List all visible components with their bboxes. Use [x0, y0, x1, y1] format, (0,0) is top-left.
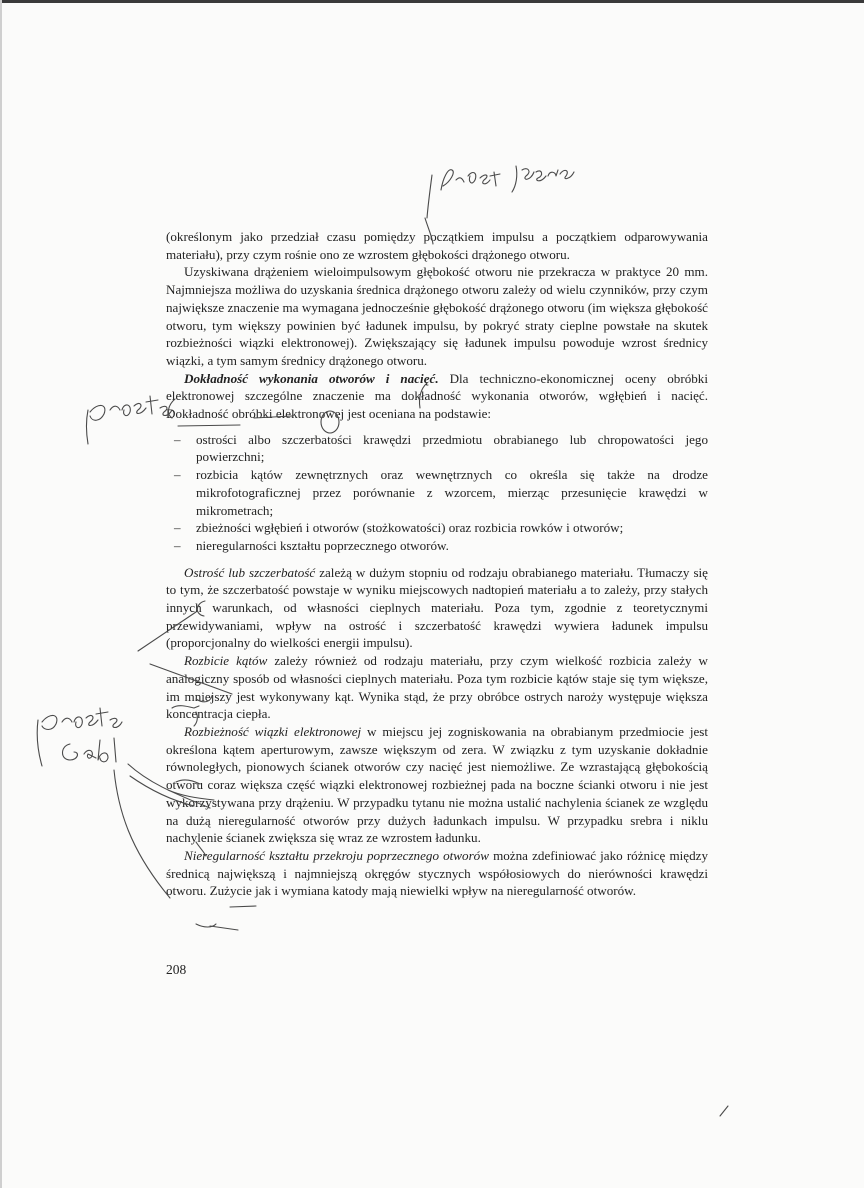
list-item: – ostrości albo szczerbatości krawędzi przedmiotu obrabianego lub chropowatości jego powierzchni;: [174, 431, 708, 465]
paragraph-continuation: (określonym jako przedział czasu pomiędzy początkiem impulsu a początkiem odparowywania materiału), przy czym rośnie ono ze wzrostem głębokości drążonego otworu.: [166, 229, 708, 262]
page-top-edge: [0, 0, 864, 3]
term-sharpness: Ostrość lub szczerbatość: [184, 564, 316, 580]
term-divergence: Rozbieżność wiązki elektronowej: [184, 723, 362, 739]
term-angles: Rozbicie kątów: [184, 653, 268, 669]
list-item: – nieregularności kształtu poprzecznego otworów.: [174, 537, 449, 553]
list-dash: –: [174, 467, 181, 483]
list-dash: –: [174, 520, 181, 536]
paragraph-accuracy-heading: [166, 370, 708, 423]
accuracy-intro-text: Dla techniczno-ekonomicznej oceny obróbki elektronowej szczególne znaczenie ma dokładność wykonania otworów, wgłębień i nacięć. Dokładność obróbki elektronowej jest oceniana na podstawie:: [166, 370, 708, 422]
paragraph-irregularity: Nieregularność kształtu przekroju poprzecznego otworów można zdefiniować jako różnicę między średnicą największą i najmniejszą okręgów stycznych współosiowych do nierówności krawędzi otworu. Zużycie jak i wymiana katody mają niewielki wpływ na nieregularność otworów.: [166, 847, 708, 899]
paragraph-sharpness: Ostrość lub szczerbatość zależą w dużym stopniu od rodzaju obrabianego materiału. Tłumaczy się to tym, że szczerbatość powstaje w wyniku miejscowych nadtopień materiału a to zależy, przy stałych innych warunkach, od własności cieplnych materiału. Poza tym, zgodnie z teoretycznymi przewidywaniami, wpływ na ostrość i szczerbatość krawędzi wywiera ładunek impulsu (proporcjonalny do wielkości energii impulsu).: [166, 564, 708, 651]
page-number: 208: [166, 962, 187, 977]
list-item: – rozbicia kątów zewnętrznych oraz wewnętrznych co określa się także na drodze mikrofotograficznej przez porównanie z wzorcem, mierząc przesunięcie krawędzi w mikrometrach;: [174, 467, 708, 518]
section-heading-accuracy: Dokładność wykonania otworów i nacięć.: [184, 370, 439, 386]
paragraph-depth: Uzyskiwana drążeniem wieloimpulsowym głębokość otworu nie przekracza w praktyce 20 mm. Najmniejsza możliwa do uzyskania średnica drążonego otworu zależy od wielu czynników, przy czym największe znaczenie ma wymagana jednocześnie głębokość drążonego otworu (im większa głębokość otworu, tym większy powinien być ładunek impulsu, by pokryć straty cieplne powstałe na skutek rozbieżności wiązki elektronowej). Zwiększający się ładunek impulsu powoduje wzrost średnicy wiązki, a tym samym średnicy drążonego otworu.: [166, 264, 708, 368]
list-dash: –: [174, 537, 181, 553]
term-irregularity: Nieregularność kształtu przekroju poprzecznego otworów: [184, 847, 489, 863]
handwritten-note-left-2: [37, 708, 122, 766]
list-item: – zbieżności wgłębień i otworów (stożkowatości) oraz rozbicia rowków i otworów;: [174, 520, 624, 536]
page-body: [166, 228, 708, 900]
page-left-edge: [0, 0, 2, 1188]
paragraph-divergence: Rozbieżność wiązki elektronowej w miejscu jej zogniskowania na obrabianym przedmiocie jest określona kątem aperturowym, zawsze większym od zera. W związku z tym uzyskanie dokładnie równoległych, pionowych ścianek otworów czy nacięć jest niemożliwe. Ze wzrastającą głębokością otworu coraz większa część wiązki elektronowej rozbieżnej pada na boczne ścianki otworu i nie jest wykorzystywana przy drążeniu. W przypadku tytanu nie można ustalić nachylenia ścianek ze względu na dużą nieregularność otworów przy dużych ładunkach impulsu. W przypadku srebra i niklu nachylenie ścianek zwiększa się wraz ze wzrostem ładunku.: [166, 723, 708, 846]
paragraph-angles: Rozbicie kątów zależy również od rodzaju materiału, przy czym wielkość rozbicia zależy w analogiczny sposób od własności cieplnych materiału. Poza tym rozbicie kątów staje się tym większe, im mniejszy jest wykonywany kąt. Wynika stąd, że przy obróbce ostrych naroży występuje większa koncentracja ciepła.: [166, 653, 708, 722]
criteria-list: [166, 431, 708, 555]
handwritten-note-left-1: [87, 396, 173, 444]
list-dash: –: [174, 431, 181, 447]
